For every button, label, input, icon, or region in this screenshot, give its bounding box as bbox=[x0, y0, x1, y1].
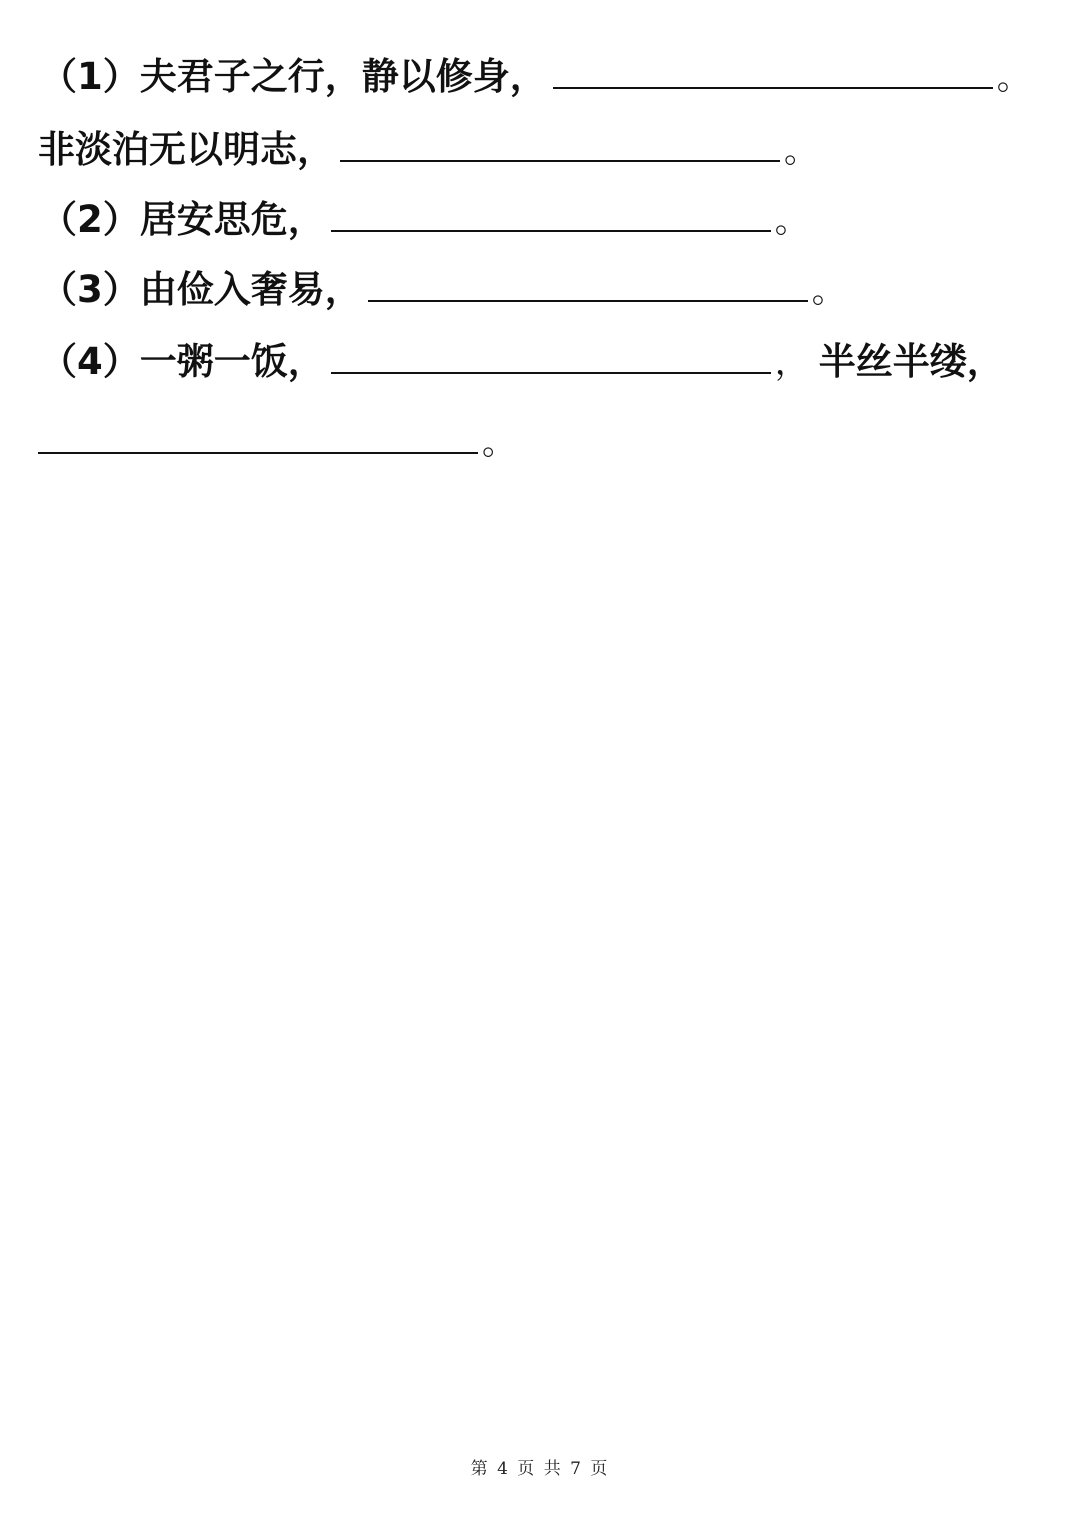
period-mark: 。 bbox=[784, 131, 818, 171]
comma-mark: ， bbox=[774, 343, 809, 383]
question-4-prompt-2: 半丝半缕， bbox=[818, 340, 1004, 383]
question-4-line-2 bbox=[32, 420, 516, 465]
question-1-line-1 bbox=[40, 55, 1031, 100]
question-1-line-2 bbox=[38, 128, 818, 173]
question-4-prompt: 一粥一饭， bbox=[139, 340, 325, 383]
answer-blank-3[interactable] bbox=[368, 300, 808, 302]
question-3-line bbox=[40, 268, 846, 313]
question-1-prompt-2: 非淡泊无以明志， bbox=[38, 128, 334, 171]
period-mark: 。 bbox=[482, 423, 516, 463]
question-2-number: （2） bbox=[40, 198, 140, 241]
question-3-prompt: 由俭入奢易， bbox=[139, 268, 362, 311]
answer-blank-4a[interactable] bbox=[331, 372, 771, 374]
question-2-prompt: 居安思危， bbox=[139, 198, 325, 241]
question-1-number: （1） bbox=[40, 55, 140, 98]
question-1-prompt: 夫君子之行，静以修身， bbox=[139, 55, 547, 98]
question-3-number: （3） bbox=[40, 268, 140, 311]
period-mark: 。 bbox=[774, 201, 809, 241]
question-4-line-1 bbox=[40, 340, 1004, 385]
question-4-number: （4） bbox=[40, 340, 140, 383]
period-mark: 。 bbox=[811, 271, 846, 311]
answer-blank-2[interactable] bbox=[331, 230, 771, 232]
period-mark: 。 bbox=[996, 58, 1031, 98]
answer-blank-1a[interactable] bbox=[553, 87, 993, 89]
question-2-line bbox=[40, 198, 809, 243]
answer-blank-1b[interactable] bbox=[340, 160, 780, 162]
answer-blank-4b[interactable] bbox=[38, 452, 478, 454]
page-footer: 第 4 页 共 7 页 bbox=[470, 1459, 610, 1479]
